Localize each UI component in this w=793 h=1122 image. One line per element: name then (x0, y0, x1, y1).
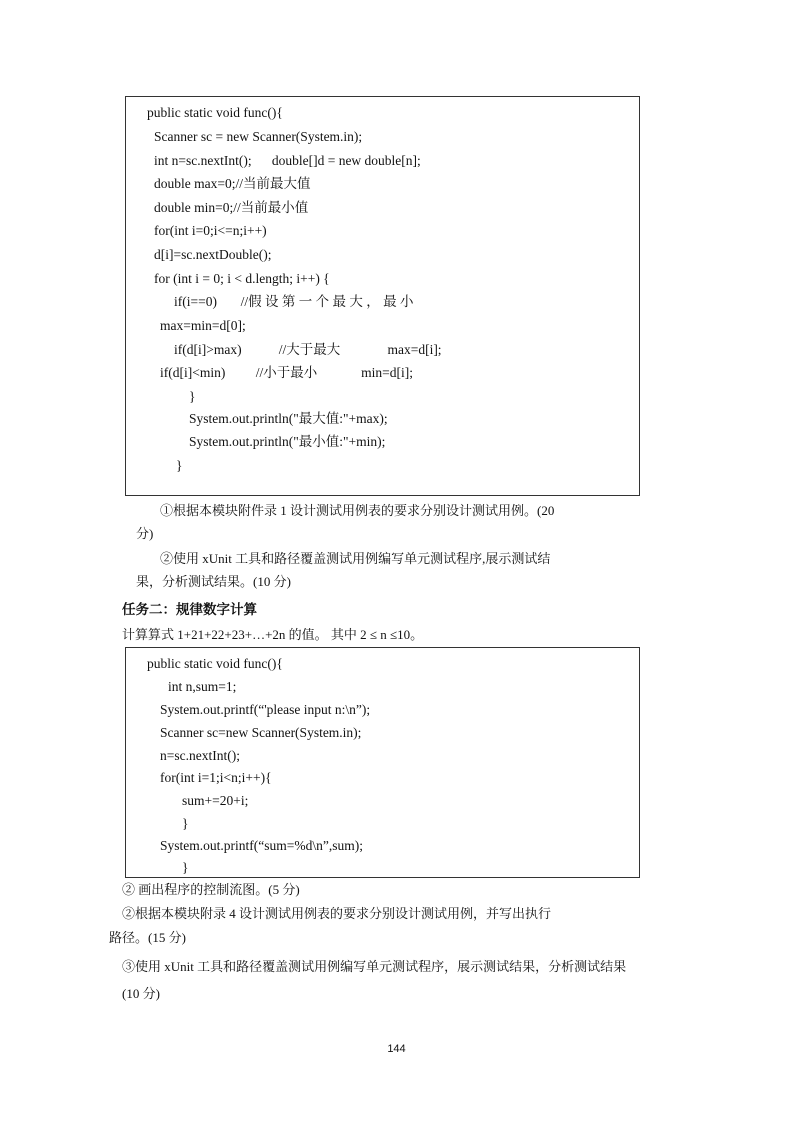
code-line: for(int i=1;i<n;i++){ (160, 770, 272, 785)
code-line: n=sc.nextInt(); (160, 748, 240, 763)
code-line: public static void func(){ (147, 656, 283, 671)
task2-formula: 计算算式 1+21+22+23+…+2n 的值。 其中 2 ≤ n ≤10。 (122, 627, 424, 642)
code-line: } (189, 389, 196, 404)
code-line: public static void func(){ (147, 105, 283, 120)
task2-item3: ③使用 xUnit 工具和路径覆盖测试用例编写单元测试程序，展示测试结果，分析测试结果 (122, 959, 627, 974)
task2-item2-cont: 路径。(15 分) (109, 930, 186, 945)
code-line: if(d[i]>max) //大于最大 max=d[i]; (174, 342, 442, 357)
code-line: System.out.println("最小值:"+min); (189, 434, 386, 449)
code-line: if(i==0) //假 设 第 一 个 最 大 ， 最 小 (174, 294, 414, 309)
code-line: double min=0;//当前最小值 (154, 200, 309, 215)
code-line: for(int i=0;i<=n;i++) (154, 223, 267, 238)
task1-item2: ②使用 xUnit 工具和路径覆盖测试用例编写单元测试程序,展示测试结 (160, 551, 551, 566)
code-line: int n=sc.nextInt(); double[]d = new double[n]; (154, 153, 421, 168)
code-line: double max=0;//当前最大值 (154, 176, 311, 191)
code-block-1 (125, 96, 640, 496)
task2-item2: ②根据本模块附录 4 设计测试用例表的要求分别设计测试用例，并写出执行 (122, 906, 552, 921)
code-line: } (176, 458, 183, 473)
task1-item1: ①根据本模块附件录 1 设计测试用例表的要求分别设计测试用例。(20 (160, 503, 555, 518)
task1-item2-cont: 果，分析测试结果。(10 分) (136, 574, 291, 589)
code-line: for (int i = 0; i < d.length; i++) { (154, 271, 330, 286)
code-line: System.out.printf(“'please input n:\n”); (160, 702, 371, 717)
code-line: if(d[i]<min) //小于最小 min=d[i]; (160, 365, 413, 380)
code-line: } (182, 860, 189, 875)
code-line: } (182, 816, 189, 831)
task2-item1: ② 画出程序的控制流图。(5 分) (122, 882, 300, 897)
code-line: d[i]=sc.nextDouble(); (154, 247, 272, 262)
code-line: max=min=d[0]; (160, 318, 246, 333)
code-line: System.out.println("最大值:"+max); (189, 411, 388, 426)
task2-heading: 任务二：规律数字计算 (122, 602, 257, 618)
code-line: Scanner sc = new Scanner(System.in); (154, 129, 363, 144)
code-line: System.out.printf(“sum=%d\n”,sum); (160, 838, 363, 853)
page-number: 144 (387, 1043, 406, 1055)
code-line: int n,sum=1; (168, 679, 237, 694)
code-line: Scanner sc=new Scanner(System.in); (160, 725, 362, 740)
code-line: sum+=20+i; (182, 793, 249, 808)
code-block-2 (125, 647, 640, 878)
task1-item1-cont: 分) (136, 526, 154, 541)
task2-item3-cont: (10 分) (122, 986, 160, 1001)
